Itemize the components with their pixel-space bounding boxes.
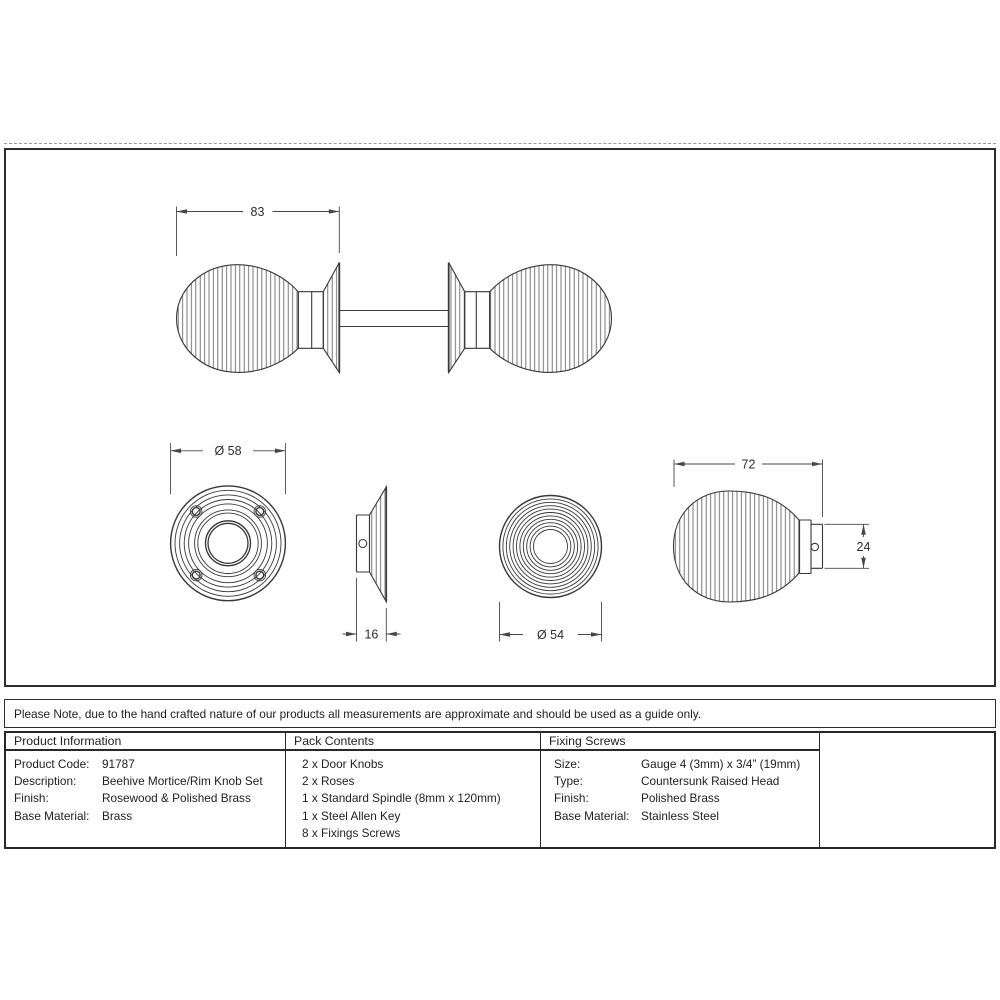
screw-hole xyxy=(190,569,202,581)
table-row xyxy=(541,807,819,824)
knob-outer-edge xyxy=(500,496,602,598)
right-knob-outline xyxy=(490,265,612,373)
grub-screw-hole xyxy=(359,540,367,548)
spec-table xyxy=(4,731,996,849)
column-body xyxy=(6,751,285,825)
spec-col-product-information xyxy=(6,733,286,847)
list-item: 2 x Roses xyxy=(302,774,355,789)
row-value: Gauge 4 (3mm) x 3/4” (19mm) xyxy=(641,756,801,771)
screw-hole xyxy=(254,506,266,518)
grub-screw-hole xyxy=(811,543,818,550)
note-text: Please Note, due to the hand crafted nature of our products all measurements are approximate and should be used as a guide only. xyxy=(14,706,702,721)
table-row xyxy=(541,772,819,789)
row-label: Finish: xyxy=(14,791,49,806)
list-item: 1 x Steel Allen Key xyxy=(302,808,401,823)
knob-shank xyxy=(811,524,823,568)
spec-col-empty xyxy=(820,733,995,847)
row-label: Base Material: xyxy=(14,808,90,823)
right-rose-cone xyxy=(449,263,465,373)
list-item: 1 x Standard Spindle (8mm x 120mm) xyxy=(302,791,501,806)
table-row xyxy=(541,790,819,807)
knob-front-view xyxy=(500,496,602,598)
table-row xyxy=(6,755,285,772)
left-collar xyxy=(298,292,323,349)
table-row xyxy=(541,755,819,772)
knob-side-view xyxy=(674,491,823,602)
rose-front-view xyxy=(171,486,286,601)
row-value: Rosewood & Polished Brass xyxy=(102,791,251,806)
dim-assembly-width xyxy=(177,205,340,256)
table-row xyxy=(6,790,285,807)
left-knob-outline xyxy=(177,265,299,373)
dim-label-knob-diameter: Ø 54 xyxy=(536,627,565,642)
dim-rose-depth xyxy=(343,578,401,642)
row-value: Stainless Steel xyxy=(641,808,720,823)
spindle xyxy=(339,311,448,327)
dim-label-rose-diameter: Ø 58 xyxy=(214,444,242,459)
note-bar xyxy=(4,699,996,728)
table-row xyxy=(6,772,285,789)
row-label: Finish: xyxy=(554,791,589,806)
column-header: Product Information xyxy=(6,733,285,751)
column-body xyxy=(286,751,540,842)
column-header: Fixing Screws xyxy=(541,733,819,751)
dim-label-rose-depth: 16 xyxy=(364,627,379,642)
rose-cone xyxy=(370,487,387,602)
row-value: Polished Brass xyxy=(641,791,720,806)
screw-hole xyxy=(190,506,202,518)
rose-outer-edge xyxy=(171,486,286,601)
knob-outline xyxy=(674,491,800,602)
row-label: Size: xyxy=(554,756,581,771)
column-header: Pack Contents xyxy=(286,733,540,751)
right-collar xyxy=(465,292,490,349)
rose-boss-ring xyxy=(195,510,262,577)
left-rose-cone xyxy=(323,263,339,373)
dim-label-knob-projection: 72 xyxy=(741,457,756,472)
screw-hole xyxy=(254,569,266,581)
rose-bore xyxy=(206,521,251,566)
dim-label-shank-height: 24 xyxy=(856,539,871,554)
row-label: Type: xyxy=(554,774,583,789)
list-item: 8 x Fixings Screws xyxy=(302,826,401,841)
row-label: Description: xyxy=(14,774,77,789)
row-label: Product Code: xyxy=(14,756,90,771)
dim-shank-height xyxy=(825,524,871,568)
assembly-side-view xyxy=(177,263,612,373)
spec-col-pack-contents xyxy=(286,733,541,847)
table-row xyxy=(6,807,285,824)
list-item: 2 x Door Knobs xyxy=(302,756,384,771)
column-header xyxy=(820,733,995,751)
dim-label-assembly-width: 83 xyxy=(250,204,265,219)
row-value: 91787 xyxy=(102,756,135,771)
column-body xyxy=(541,751,819,825)
row-value: Countersunk Raised Head xyxy=(641,774,780,789)
spec-col-fixing-screws xyxy=(541,733,820,847)
row-value: Brass xyxy=(102,808,133,823)
rose-side-view xyxy=(357,487,387,602)
dim-knob-diameter xyxy=(500,602,602,642)
row-label: Base Material: xyxy=(554,808,630,823)
row-value: Beehive Mortice/Rim Knob Set xyxy=(102,774,263,789)
knob-collar xyxy=(800,520,812,574)
